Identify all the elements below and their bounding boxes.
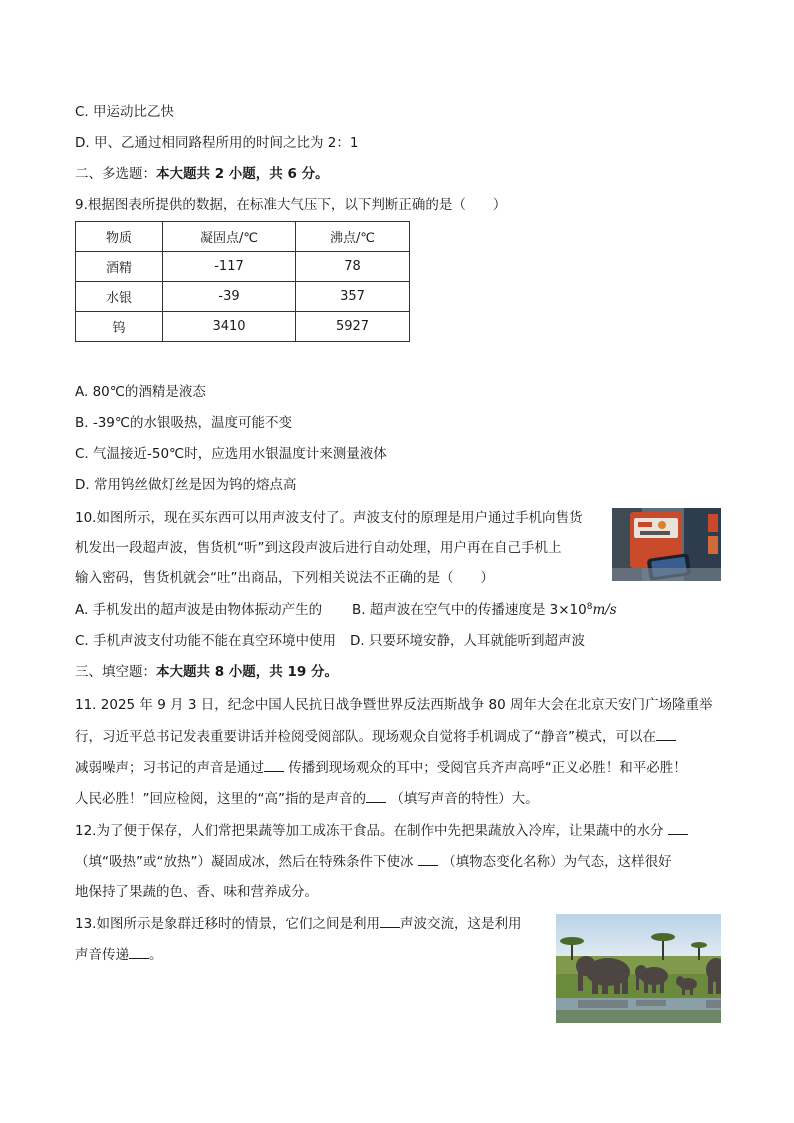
q11-blank-3[interactable] [366,788,386,803]
q11-line-3-text-a: 减弱噪声；习书记的声音是通过 [75,760,264,776]
q13-line-2 [75,944,163,965]
q11-blank-1[interactable] [656,726,676,741]
q9-option-d: D. 常用钨丝做灯丝是因为钨的熔点高 [75,477,297,493]
q13-blank-1[interactable] [380,913,400,928]
table-cell: 357 [296,282,410,312]
q12-line-2-text-b: （填物态变化名称）为气态，这样很好 [437,854,672,870]
q13-blank-2[interactable] [129,944,149,959]
q11-line-2 [75,726,676,747]
section-3-number: 三、填空题： [75,664,156,680]
q11-line-4-text-b: （填写声音的特性）大。 [385,791,539,807]
q11-line-1: 11. 2025 年 9 月 3 日，纪念中国人民抗日战争暨世界反法西斯战争 80 周年大会在北京天安门广场隆重举 [75,697,713,713]
q11-line-4-text-a: 人民必胜！”回应检阅，这里的“高”指的是声音的 [75,791,366,807]
q13-line-2-text-a: 声音传递 [75,947,129,963]
q13-line-2-text-b: 。 [149,947,163,963]
payment-terminal-photo [612,508,721,581]
q12-line-2-text-a: （填“吸热”或“放热”）凝固成冰，然后在特殊条件下使冰 [75,854,418,870]
q10-option-b-exponent: 8 [586,602,593,612]
table-cell: 78 [296,252,410,282]
table-row [76,252,410,282]
q11-line-2-text: 行，习近平总书记发表重要讲话并检阅受阅部队。现场观众自觉将手机调成了“静音”模式，可以在 [75,729,656,745]
q10-stem-line-1: 10.如图所示，现在买东西可以用声波支付了。声波支付的原理是用户通过手机向售货 [75,510,583,526]
table-header-row [76,222,410,252]
elephant-herd-icon [556,914,721,1023]
q13-line-1-text-a: 13.如图所示是象群迁移时的情景，它们之间是利用 [75,916,380,932]
q10-stem-line-2: 机发出一段超声波，售货机“听”到这段声波后进行自动处理，用户再在自己手机上 [75,540,562,556]
q10-option-b-text: B. 超声波在空气中的传播速度是 3×10 [352,602,587,618]
q11-line-3-text-b: 传播到现场观众的耳中；受阅官兵齐声高呼“正义必胜！和平必胜！ [284,760,687,776]
q8-option-d: D. 甲、乙通过相同路程所用的时间之比为 2：1 [75,135,359,151]
q12-line-1 [75,820,688,841]
table-cell: 水银 [76,282,163,312]
payment-terminal-icon [612,508,721,581]
table-header-cell: 沸点/℃ [296,222,410,252]
table-header-cell: 凝固点/℃ [163,222,296,252]
q12-blank-2[interactable] [418,851,438,866]
q9-stem: 9.根据图表所提供的数据，在标准大气压下，以下判断正确的是（ ） [75,197,507,213]
table-row [76,312,410,342]
q9-option-b: B. -39℃的水银吸热，温度可能不变 [75,415,293,431]
section-2-description: 本大题共 2 小题，共 6 分。 [156,166,329,182]
section-3-heading [75,662,338,682]
q8-option-c: C. 甲运动比乙快 [75,104,175,120]
q9-data-table [75,221,410,342]
q13-line-1 [75,913,521,934]
table-cell: -117 [163,252,296,282]
section-2-heading [75,164,329,184]
q13-line-1-text-b: 声波交流，这是利用 [399,916,522,932]
section-3-description: 本大题共 8 小题，共 19 分。 [156,664,338,680]
elephant-herd-photo [556,914,721,1023]
q11-line-3 [75,757,687,778]
section-2-number: 二、多选题： [75,166,156,182]
q10-option-b [352,600,617,622]
table-cell: 3410 [163,312,296,342]
q12-line-1-text: 12.为了便于保存，人们常把果蔬等加工成冻干食品。在制作中先把果蔬放入冷库，让果蔬中的水分 [75,823,668,839]
q10-option-c: C. 手机声波支付功能不能在真空环境中使用 [75,633,337,649]
q11-blank-2[interactable] [264,757,284,772]
q10-stem-line-3: 输入密码，售货机就会“吐”出商品，下列相关说法不正确的是（ ） [75,570,494,586]
table-cell: 5927 [296,312,410,342]
table-cell: 酒精 [76,252,163,282]
q11-line-4 [75,788,539,809]
q12-blank-1[interactable] [668,820,688,835]
q9-option-c: C. 气温接近-50℃时，应选用水银温度计来测量液体 [75,446,387,462]
q10-option-b-unit: m/s [592,602,617,618]
q10-option-d: D. 只要环境安静，人耳就能听到超声波 [350,633,585,649]
q12-line-3: 地保持了果蔬的色、香、味和营养成分。 [75,884,318,900]
table-cell: 钨 [76,312,163,342]
q12-line-2 [75,851,672,872]
table-header-cell: 物质 [76,222,163,252]
q10-option-a: A. 手机发出的超声波是由物体振动产生的 [75,602,323,618]
q9-option-a: A. 80℃的酒精是液态 [75,384,206,400]
table-row [76,282,410,312]
table-cell: -39 [163,282,296,312]
